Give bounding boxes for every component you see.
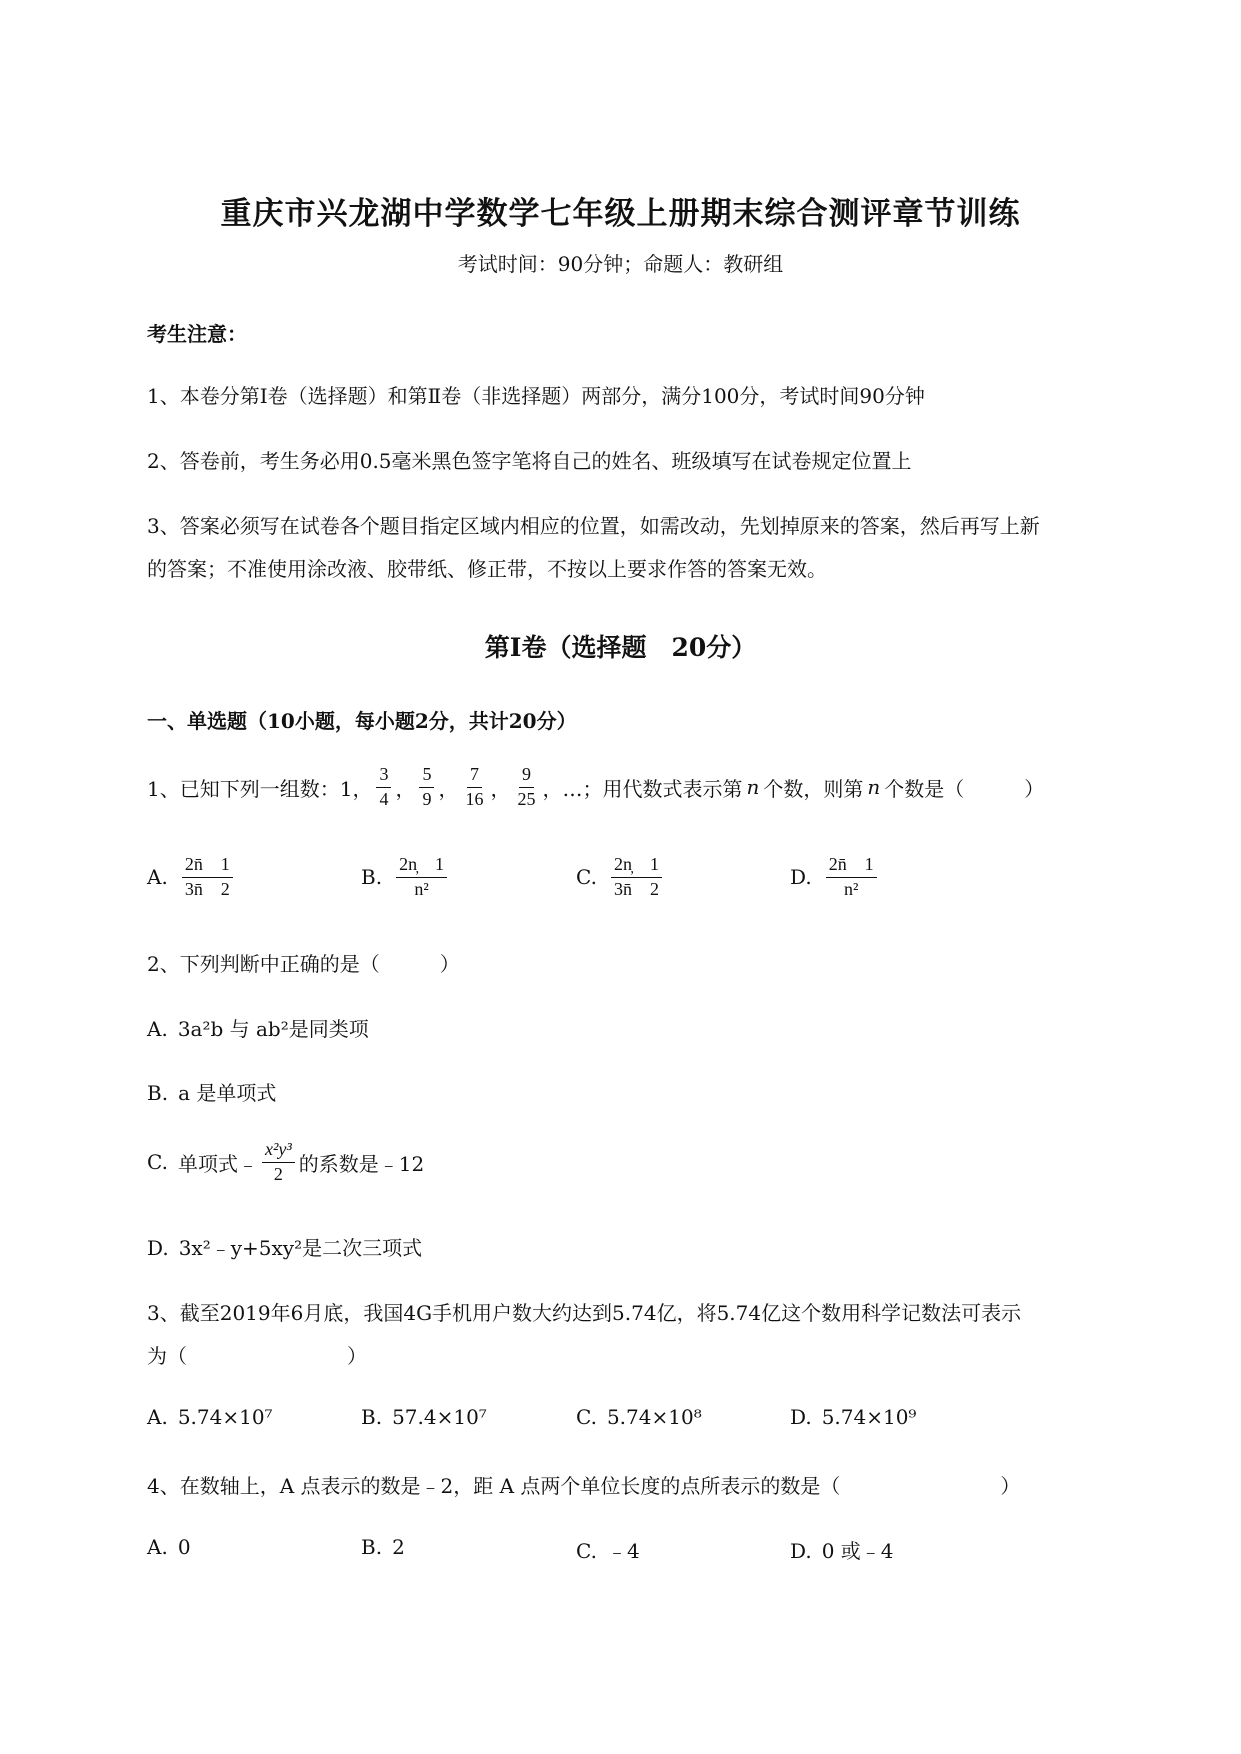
option-text: 5.74×10⁹ bbox=[821, 1405, 917, 1429]
notice-item-2: 2、答卷前，考生务必用0.5毫米黑色签字笔将自己的姓名、班级填写在试卷规定位置上 bbox=[147, 449, 912, 473]
option-label: B. bbox=[147, 1081, 169, 1105]
option-label: B. bbox=[361, 865, 383, 890]
option-fraction bbox=[396, 855, 447, 900]
question-2: 2、下列判断中正确的是（ ） bbox=[147, 952, 460, 976]
q1-fraction bbox=[462, 765, 486, 810]
option-label: B. bbox=[361, 1535, 383, 1559]
q4-option-b[interactable] bbox=[361, 1535, 405, 1559]
option-text: a 是单项式 bbox=[178, 1081, 277, 1105]
q1-var-n: n bbox=[867, 775, 881, 800]
q1-option-b[interactable] bbox=[361, 855, 451, 900]
q4-option-c[interactable] bbox=[576, 1535, 640, 1564]
option-text: 的系数是﹣12 bbox=[298, 1151, 425, 1176]
option-text: 0 或﹣4 bbox=[821, 1539, 894, 1563]
option-text: 57.4×10⁷ bbox=[392, 1405, 487, 1429]
option-label: C. bbox=[147, 1150, 168, 1175]
option-label: D. bbox=[790, 1539, 812, 1563]
q2-option-d[interactable] bbox=[147, 1232, 422, 1261]
fraction-denominator: 16 bbox=[465, 788, 484, 809]
q3-option-a[interactable] bbox=[147, 1405, 273, 1429]
notice-item-3-cont: 的答案；不准使用涂改液、胶带纸、修正带，不按以上要求作答的答案无效。 bbox=[147, 557, 827, 581]
option-text: 2 bbox=[392, 1535, 405, 1559]
comma: ， bbox=[438, 776, 459, 801]
option-label: B. bbox=[361, 1405, 383, 1429]
q1-suffix-a: ，…；用代数式表示第 bbox=[542, 776, 743, 801]
q1-option-a[interactable] bbox=[147, 855, 237, 900]
fraction-denominator: 2 bbox=[273, 1163, 283, 1184]
fraction-denominator: 4 bbox=[379, 788, 389, 809]
fraction-numerator: 5 bbox=[419, 765, 434, 788]
question-3-cont: 为（ ） bbox=[147, 1344, 367, 1368]
part-heading: 一、单选题（10小题，每小题2分，共计20分） bbox=[147, 709, 577, 733]
q4-option-a[interactable] bbox=[147, 1535, 191, 1559]
fraction-denominator: 3n̄ 2 bbox=[613, 878, 659, 899]
option-text: ﹣4 bbox=[606, 1539, 640, 1563]
fraction-denominator: n² bbox=[414, 878, 429, 899]
option-fraction bbox=[182, 855, 233, 900]
section-title: 第Ⅰ卷（选择题 20分） bbox=[484, 633, 757, 662]
fraction-denominator: 9 bbox=[422, 788, 432, 809]
q1-fraction bbox=[376, 765, 391, 810]
option-label: A. bbox=[147, 1535, 168, 1559]
fraction-numerator: 2n̦ 1 bbox=[611, 855, 662, 878]
fraction-denominator: 3n̄ 2 bbox=[184, 878, 230, 899]
fraction-denominator: 25 bbox=[517, 788, 536, 809]
option-text: 3a²b 与 ab²是同类项 bbox=[177, 1017, 369, 1041]
q2-option-c[interactable] bbox=[147, 1140, 424, 1185]
fraction-denominator: n² bbox=[843, 878, 859, 899]
fraction-numerator: 3 bbox=[376, 765, 391, 788]
option-label: D. bbox=[790, 1405, 812, 1429]
option-text: 5.74×10⁸ bbox=[606, 1405, 702, 1429]
option-label: A. bbox=[147, 865, 168, 890]
q1-option-c[interactable] bbox=[576, 855, 666, 900]
option-text: 单项式﹣ bbox=[177, 1151, 258, 1176]
q1-suffix-c: 个数是（ ） bbox=[884, 776, 1045, 801]
q2-option-b[interactable] bbox=[147, 1077, 276, 1106]
option-fraction bbox=[826, 855, 877, 900]
q3-option-b[interactable] bbox=[361, 1405, 487, 1429]
comma: ， bbox=[395, 776, 416, 801]
fraction-numerator: 2n̄ 1 bbox=[182, 855, 233, 878]
option-text: 3x²﹣y+5xy²是二次三项式 bbox=[178, 1236, 423, 1260]
q1-var-n: n bbox=[746, 775, 760, 800]
q3-option-d[interactable] bbox=[790, 1405, 916, 1429]
q4-option-d[interactable] bbox=[790, 1535, 894, 1564]
option-label: D. bbox=[147, 1236, 169, 1260]
fraction-numerator: 7 bbox=[467, 765, 482, 788]
option-label: C. bbox=[576, 1405, 597, 1429]
exam-title: 重庆市兴龙湖中学数学七年级上册期末综合测评章节训练 bbox=[220, 196, 1021, 232]
q1-fraction bbox=[419, 765, 434, 810]
q1-suffix-b: 个数，则第 bbox=[763, 776, 864, 801]
q1-prefix: 1、已知下列一组数：1， bbox=[147, 776, 373, 801]
q1-option-d[interactable] bbox=[790, 855, 881, 900]
fraction-numerator: 2n̦ 1 bbox=[396, 855, 447, 878]
option-text: 5.74×10⁷ bbox=[177, 1405, 273, 1429]
notice-item-3: 3、答案必须写在试卷各个题目指定区域内相应的位置，如需改动，先划掉原来的答案，然后再写上新 bbox=[147, 514, 1040, 538]
comma: ， bbox=[490, 776, 511, 801]
option-label: C. bbox=[576, 1539, 597, 1563]
q3-option-c[interactable] bbox=[576, 1405, 702, 1429]
option-label: C. bbox=[576, 865, 597, 890]
fraction-numerator: 9 bbox=[519, 765, 534, 788]
notice-item-1: 1、本卷分第Ⅰ卷（选择题）和第Ⅱ卷（非选择题）两部分，满分100分，考试时间90分钟 bbox=[147, 384, 925, 408]
question-3: 3、截至2019年6月底，我国4G手机用户数大约达到5.74亿，将5.74亿这个数用科学记数法可表示 bbox=[147, 1301, 1022, 1325]
fraction-numerator: 2n̄ 1 bbox=[826, 855, 877, 878]
option-fraction bbox=[262, 1140, 295, 1185]
fraction-numerator: x²y³ bbox=[262, 1140, 295, 1163]
option-label: A. bbox=[147, 1017, 168, 1041]
option-label: A. bbox=[147, 1405, 168, 1429]
question-4: 4、在数轴上，A 点表示的数是﹣2，距 A 点两个单位长度的点所表示的数是（ ） bbox=[147, 1474, 1021, 1498]
option-label: D. bbox=[790, 865, 812, 890]
notice-heading: 考生注意： bbox=[147, 322, 247, 346]
question-1 bbox=[147, 765, 1044, 810]
exam-subtitle: 考试时间：90分钟；命题人：教研组 bbox=[457, 252, 784, 276]
option-fraction bbox=[611, 855, 662, 900]
q2-option-a[interactable] bbox=[147, 1013, 369, 1042]
q1-fraction bbox=[514, 765, 538, 810]
option-text: 0 bbox=[177, 1535, 191, 1559]
